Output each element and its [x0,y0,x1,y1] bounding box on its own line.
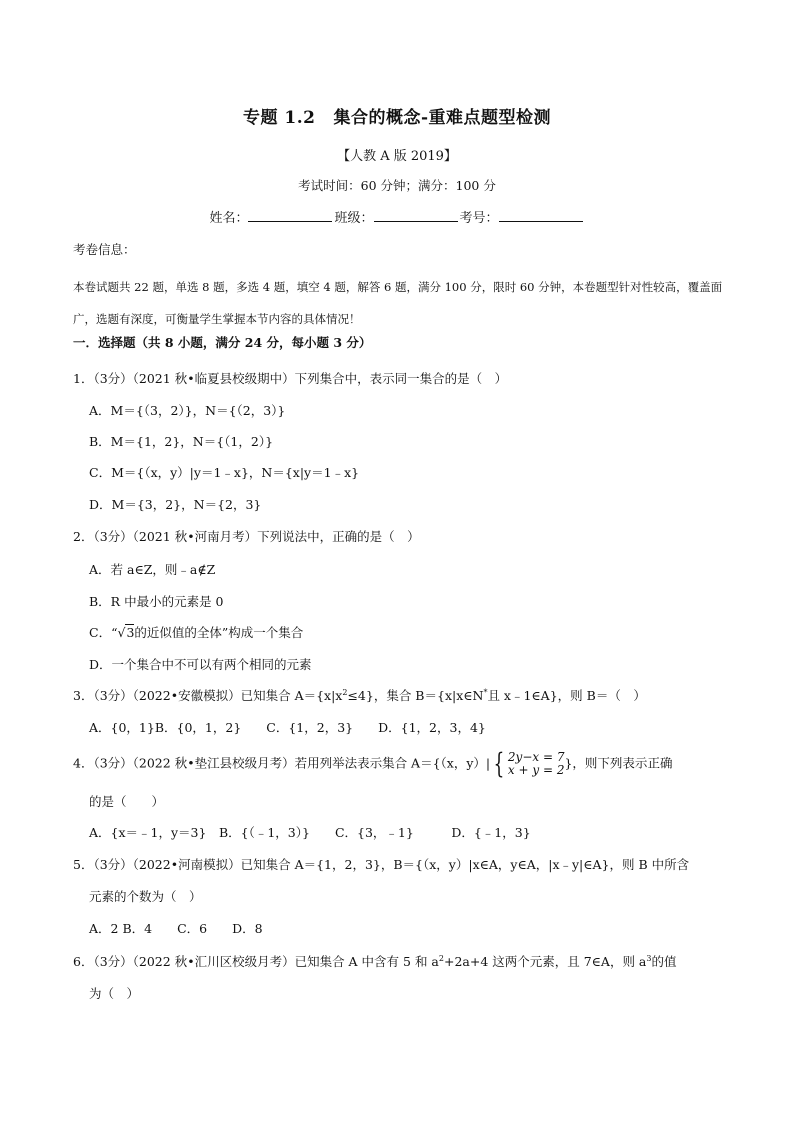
name-blank [248,207,332,222]
question-6-stem [73,952,677,970]
brace-symbol: { [493,747,505,780]
question-2-option-c-prefix: C．“ [89,625,118,640]
question-2-option-d: D．一个集合中不可以有两个相同的元素 [89,657,312,672]
equation-1: 2y−x = 7 [507,750,565,764]
question-6-stem-continued: 为（ ） [89,986,140,1001]
exam-time-and-score: 考试时间：60 分钟；满分：100 分 [298,178,496,193]
equation-system [490,747,565,780]
question-3-stem-part-c: 且 x﹣1∈A}，则 B＝（ ） [487,688,646,703]
section-title: 一．选择题（共 8 小题，满分 24 分，每小题 3 分） [73,335,372,350]
question-6-stem-part-a: 6．（3分）（2022 秋•汇川区校级月考）已知集合 A 中含有 5 和 a [73,954,439,969]
class-blank [374,207,458,222]
number-label: 考号： [459,211,499,226]
question-1-stem: 1．（3分）（2021 秋•临夏县校级期中）下列集合中，表示同一集合的是（ ） [73,371,508,386]
question-2-stem: 2．（3分）（2021 秋•河南月考）下列说法中，正确的是（ ） [73,529,420,544]
question-2-option-c-suffix: 的近似值的全体”构成一个集合 [134,625,304,640]
question-1-option-b: B．M＝{1，2}，N＝{（1，2）} [89,434,274,449]
question-5-stem-continued: 元素的个数为（ ） [89,889,202,904]
title-topic-number: 专题 1.2 [242,108,316,128]
sqrt-radicand: 3 [126,625,135,640]
question-5-options: A．2 B．4 C．6 D．8 [89,921,263,936]
question-3-stem [73,686,646,704]
question-4-stem-part-b: }，则下列表示正确 [564,755,673,771]
question-3-superscript-1: 2 [342,687,348,697]
question-1-option-c: C．M＝{（x，y）|y＝1﹣x}，N＝{x|y＝1﹣x} [89,465,360,480]
exam-info-label: 考卷信息： [73,242,136,257]
textbook-edition: 【人教 A 版 2019】 [337,149,457,164]
question-4-options: A．{x＝﹣1，y＝3} B．{（﹣1，3）} C．{3，﹣1} D．{﹣1，3} [89,825,531,840]
question-4-stem-part-a: 4．（3分）（2022 秋•垫江县校级月考）若用列举法表示集合 A＝{（x，y）| [73,755,491,771]
number-blank [499,207,583,222]
equation-2: x + y = 2 [507,763,565,777]
question-3-stem-part-b: ≤4}，集合 B＝{x|x∈N [347,688,484,703]
question-2-option-c: C．“√3的近似值的全体”构成一个集合 [89,625,304,640]
name-label: 姓名： [209,211,249,226]
question-1-option-d: D．M＝{3，2}，N＝{2，3} [89,497,262,512]
question-3-options: A．{0，1}B．{0，1，2} C．{1，2，3} D．{1，2，3，4} [89,720,486,735]
question-2-option-b: B．R 中最小的元素是 0 [89,594,224,609]
question-4-stem-continued: 的是（ ） [89,794,165,809]
question-6-stem-part-b: +2a+4 这两个元素，且 7∈A，则 a [443,954,647,969]
question-6-superscript-1: 2 [438,953,444,963]
question-5-stem: 5．（3分）（2022•河南模拟）已知集合 A＝{1，2，3}，B＝{（x，y）|x∈A，y∈A，|x﹣y|∈A}，则 B 中所含 [73,857,690,872]
question-3-superscript-2: * [483,687,488,697]
question-1-option-a: A．M＝{（3，2）}，N＝{（2，3）} [89,403,286,418]
question-2-option-a: A．若 a∈Z，则﹣a∉Z [89,562,216,577]
page-title [0,103,794,128]
question-3-stem-part-a: 3．（3分）（2022•安徽模拟）已知集合 A＝{x|x [73,688,343,703]
question-4-stem [73,747,673,780]
exam-info-text: 本卷试题共 22 题，单选 8 题，多选 4 题，填空 4 题，解答 6 题，满分 100 分，限时 60 分钟，本卷题型针对性较高，覆盖面广，选题有深度，可衡量学生掌握本节内容的具体情况！ [73,280,723,326]
question-6-superscript-2: 3 [646,953,652,963]
class-label: 班级： [334,211,374,226]
title-topic-name: 集合的概念-重难点题型检测 [333,108,552,128]
student-info-fields [0,207,794,226]
question-6-stem-part-c: 的值 [651,954,677,969]
